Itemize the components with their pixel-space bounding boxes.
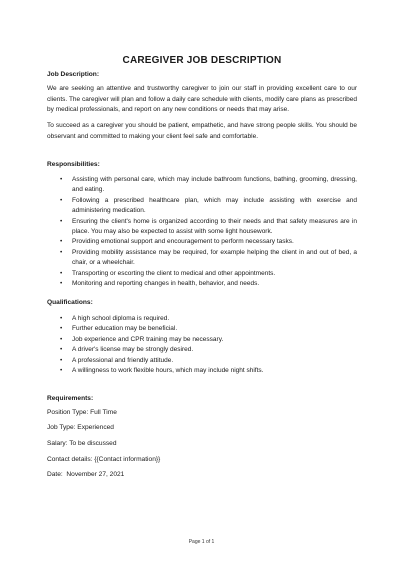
list-item: • Following a prescribed healthcare plan, which may include assisting with exercise and administering medication. <box>47 196 357 217</box>
requirements-heading: Requirements: <box>47 395 94 402</box>
salary: Salary: To be discussed <box>47 440 117 447</box>
list-item: • Providing emotional support and encouragement to perform necessary tasks. <box>47 237 357 247</box>
list-item: • A driver's license may be strongly desired. <box>47 345 357 355</box>
job-type: Job Type: Experienced <box>47 424 114 431</box>
page-number-footer: Page 1 of 1 <box>188 539 215 545</box>
qualifications-heading: Qualifications: <box>47 299 93 306</box>
document-title: CAREGIVER JOB DESCRIPTION <box>122 55 282 66</box>
list-item: • A willingness to work flexible hours, which may include night shifts. <box>47 366 357 376</box>
list-item: • Assisting with personal care, which may include bathroom functions, bathing, grooming, dressing, and eating. <box>47 175 357 196</box>
job-description-paragraph-1: We are seeking an attentive and trustworthy caregiver to join our staff in providing excellent care to our clients. The caregiver will plan and follow a daily care schedule with clients, modify care plans as prescribed by medical professionals, and report on any new conditions or needs that may arise. <box>47 85 357 113</box>
document-date: Date: November 27, 2021 <box>47 471 125 478</box>
list-item: • Transporting or escorting the client to medical and other appointments. <box>47 269 357 279</box>
job-description-paragraph-2: To succeed as a caregiver you should be patient, empathetic, and have strong people skills. You should be observant and committed to making your client feel safe and comfortable. <box>47 122 357 140</box>
list-item: • Further education may be beneficial. <box>47 324 357 334</box>
list-item: • Ensuring the client's home is organized according to their needs and that safety measures are in place. You may also be expected to assist with some light housework. <box>47 217 357 238</box>
list-item: • A high school diploma is required. <box>47 314 357 324</box>
responsibilities-list <box>47 175 357 289</box>
responsibilities-heading: Responsibilities: <box>47 161 100 168</box>
list-item: • Providing mobility assistance may be required, for example helping the client in and out of bed, a chair, or a wheelchair. <box>47 248 357 269</box>
qualifications-list <box>47 314 357 376</box>
list-item: • Monitoring and reporting changes in health, behavior, and needs. <box>47 279 357 289</box>
contact-details: Contact details: {{Contact information}} <box>47 456 161 463</box>
position-type: Position Type: Full Time <box>47 409 117 416</box>
job-description-heading: Job Description: <box>47 71 100 78</box>
list-item: • A professional and friendly attitude. <box>47 356 357 366</box>
list-item: • Job experience and CPR training may be necessary. <box>47 335 357 345</box>
